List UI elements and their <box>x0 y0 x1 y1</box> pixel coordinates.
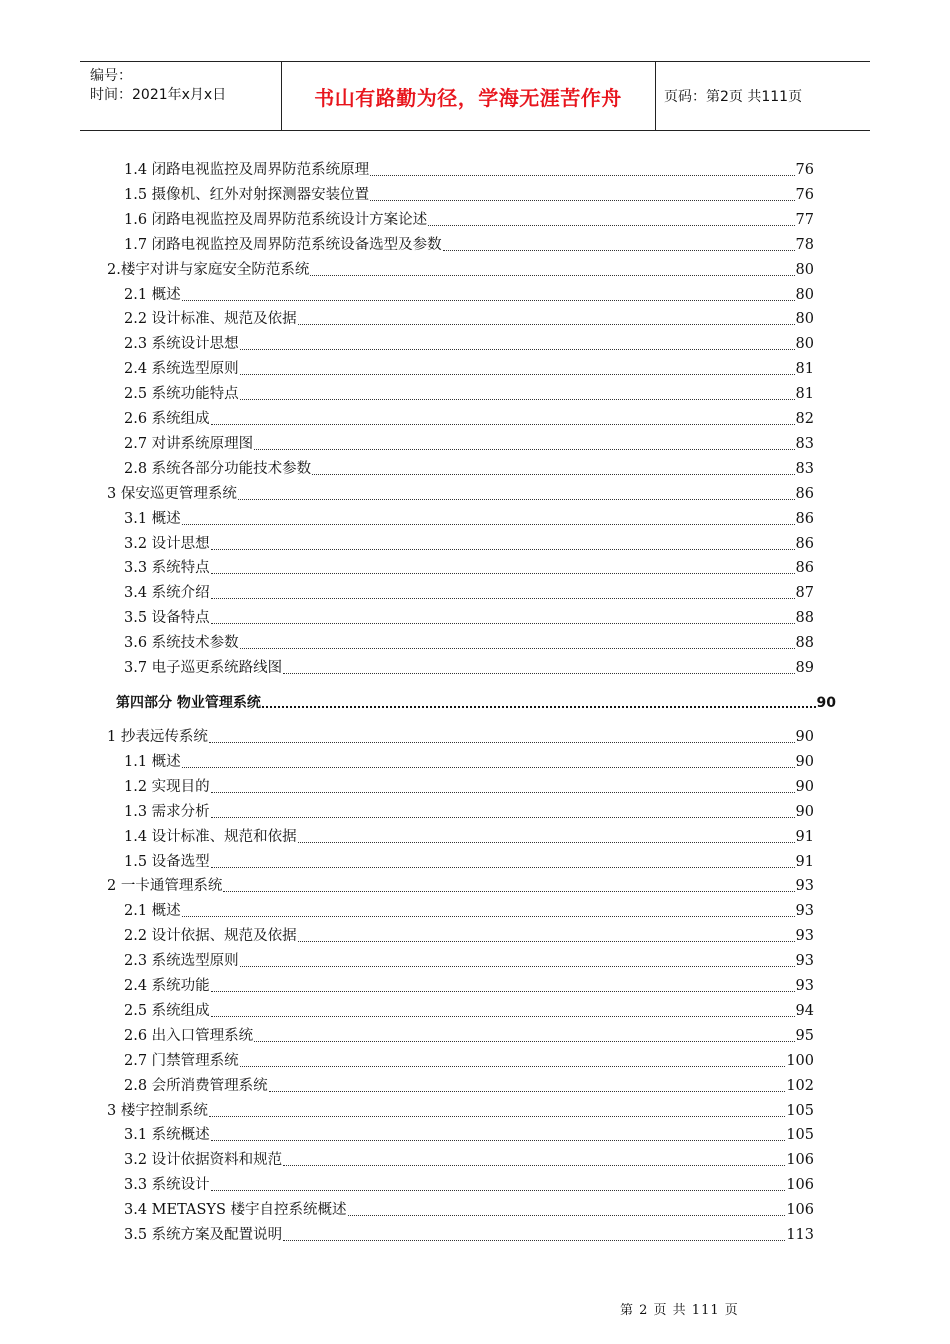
toc-dot-leader <box>298 929 795 942</box>
toc-dot-leader <box>238 487 795 500</box>
toc-dot-leader <box>211 1004 795 1017</box>
toc-entry-page: 80 <box>795 336 814 353</box>
toc-dot-leader <box>209 1104 785 1117</box>
toc-entry-title: 2.楼宇对讲与家庭安全防范系统 <box>107 261 310 278</box>
toc-entry[interactable] <box>124 230 814 254</box>
toc-entry[interactable] <box>107 479 814 503</box>
toc-entry-page: 88 <box>795 635 814 652</box>
toc-entry[interactable] <box>124 404 814 428</box>
toc-entry[interactable] <box>124 971 814 995</box>
toc-entry-page: 77 <box>795 211 814 228</box>
toc-entry-page: 91 <box>795 853 814 870</box>
toc-entry-page: 90 <box>795 778 814 795</box>
toc-dot-leader <box>298 830 795 843</box>
toc-entry[interactable] <box>124 304 814 328</box>
toc-entry-title: 1.3 需求分析 <box>124 803 210 820</box>
toc-entry-page: 105 <box>786 1127 814 1144</box>
toc-entry-page: 106 <box>786 1152 814 1169</box>
toc-dot-leader <box>182 512 795 525</box>
toc-entry-page: 95 <box>795 1027 814 1044</box>
toc-entry[interactable] <box>124 847 814 871</box>
toc-entry-title: 第四部分 物业管理系统 <box>116 695 261 711</box>
toc-entry-page: 90 <box>795 729 814 745</box>
toc-entry[interactable] <box>124 1071 814 1095</box>
toc-entry-title: 3.1 系统概述 <box>124 1127 210 1144</box>
toc-entry-title: 1.6 闭路电视监控及周界防范系统设计方案论述 <box>124 211 428 228</box>
toc-entry[interactable] <box>107 722 814 746</box>
toc-entry[interactable] <box>124 1021 814 1045</box>
toc-dot-leader <box>283 661 794 674</box>
toc-entry-title: 2.1 概述 <box>124 903 181 920</box>
toc-entry[interactable] <box>124 529 814 553</box>
toc-entry-page: 78 <box>795 236 814 253</box>
toc-entry[interactable] <box>124 155 814 179</box>
toc-entry-title: 2.4 系统选型原则 <box>124 361 239 378</box>
toc-entry-page: 102 <box>786 1077 814 1094</box>
toc-entry-title: 2.6 出入口管理系统 <box>124 1027 254 1044</box>
toc-entry-title: 2.3 系统选型原则 <box>124 953 239 970</box>
toc-entry-page: 86 <box>795 560 814 577</box>
toc-entry-title: 2.2 设计标准、规范及依据 <box>124 311 297 328</box>
toc-dot-leader <box>240 362 795 375</box>
toc-entry-title: 1.5 摄像机、红外对射探测器安装位置 <box>124 186 370 203</box>
toc-entry-title: 2.7 门禁管理系统 <box>124 1052 239 1069</box>
header-meta-cell <box>80 62 282 130</box>
toc-entry-page: 83 <box>795 460 814 477</box>
toc-entry-title: 3 楼宇控制系统 <box>107 1102 208 1119</box>
toc-dot-leader <box>182 755 795 768</box>
toc-entry[interactable] <box>124 896 814 920</box>
toc-dot-leader <box>370 188 794 201</box>
toc-entry-page: 90 <box>816 695 836 711</box>
toc-entry-title: 3.4 METASYS 楼宇自控系统概述 <box>124 1202 347 1219</box>
toc-dot-leader <box>254 437 794 450</box>
toc-dot-leader <box>211 1178 786 1191</box>
toc-entry-title: 2.7 对讲系统原理图 <box>124 435 254 452</box>
toc-dot-leader <box>211 855 795 868</box>
toc-entry-page: 86 <box>795 485 814 502</box>
toc-entry-title: 2.3 系统设计思想 <box>124 336 239 353</box>
toc-entry-page: 105 <box>786 1102 814 1119</box>
toc-part-heading[interactable] <box>116 688 836 712</box>
page-footer: 第 2 页 共 111 页 <box>620 1303 739 1318</box>
toc-dot-leader <box>283 1153 785 1166</box>
toc-entry-title: 1.4 闭路电视监控及周界防范系统原理 <box>124 162 370 178</box>
toc-dot-leader <box>211 561 795 574</box>
toc-entry-page: 81 <box>795 361 814 378</box>
page-header <box>80 61 870 131</box>
toc-entry-title: 1.1 概述 <box>124 753 181 770</box>
toc-dot-leader <box>254 1029 794 1042</box>
toc-entry-title: 3.1 概述 <box>124 510 181 527</box>
toc-entry[interactable] <box>124 1046 814 1070</box>
toc-entry-page: 93 <box>795 953 814 970</box>
header-page-cell <box>656 62 870 130</box>
toc-entry-page: 80 <box>795 311 814 328</box>
toc-entry-page: 87 <box>795 585 814 602</box>
toc-entry-title: 3.2 设计思想 <box>124 535 210 552</box>
toc-entry-title: 1 抄表远传系统 <box>107 729 208 745</box>
toc-entry[interactable] <box>124 603 814 627</box>
toc-dot-leader <box>223 879 794 892</box>
toc-entry-page: 93 <box>795 928 814 945</box>
toc-entry[interactable] <box>124 946 814 970</box>
toc-dot-leader <box>298 312 795 325</box>
toc-entry-title: 3 保安巡更管理系统 <box>107 485 237 502</box>
toc-entry[interactable] <box>124 747 814 771</box>
toc-entry-page: 93 <box>795 878 814 895</box>
toc-dot-leader <box>240 954 795 967</box>
toc-entry[interactable] <box>124 553 814 577</box>
toc-dot-leader <box>269 1079 786 1092</box>
toc-entry[interactable] <box>124 504 814 528</box>
toc-entry-page: 106 <box>786 1177 814 1194</box>
toc-entry-page: 82 <box>795 411 814 427</box>
toc-entry-title: 2.5 系统组成 <box>124 1002 210 1019</box>
toc-dot-leader <box>211 1128 786 1141</box>
toc-dot-leader <box>283 1228 785 1241</box>
toc-dot-leader <box>211 780 795 793</box>
toc-entry[interactable] <box>124 329 814 353</box>
toc-entry-title: 1.2 实现目的 <box>124 778 210 795</box>
toc-entry-title: 2.5 系统功能特点 <box>124 386 239 403</box>
toc-entry-title: 2.8 系统各部分功能技术参数 <box>124 460 312 477</box>
toc-entry-title: 3.5 设备特点 <box>124 610 210 627</box>
toc-entry-page: 89 <box>795 660 814 676</box>
toc-entry[interactable] <box>124 822 814 846</box>
toc-dot-leader <box>211 979 795 992</box>
toc-entry-title: 2.2 设计依据、规范及依据 <box>124 928 297 945</box>
toc-entry[interactable] <box>124 653 814 677</box>
toc-dot-leader <box>211 586 795 599</box>
toc-entry-title: 3.5 系统方案及配置说明 <box>124 1227 283 1243</box>
toc-entry[interactable] <box>124 772 814 796</box>
toc-entry-title: 2.6 系统组成 <box>124 411 210 427</box>
toc-entry[interactable] <box>124 205 814 229</box>
toc-dot-leader <box>262 694 816 708</box>
toc-entry-page: 83 <box>795 435 814 452</box>
toc-dot-leader <box>211 805 795 818</box>
toc-entry-page: 94 <box>795 1002 814 1019</box>
toc-entry-page: 80 <box>795 261 814 278</box>
toc-entry-page: 93 <box>795 978 814 994</box>
toc-entry[interactable] <box>124 578 814 602</box>
toc-entry-page: 80 <box>795 286 814 303</box>
toc-entry-page: 113 <box>786 1227 814 1243</box>
toc-dot-leader <box>182 904 795 917</box>
toc-entry[interactable] <box>124 921 814 945</box>
toc-entry-page: 90 <box>795 803 814 820</box>
toc-dot-leader <box>312 462 794 475</box>
toc-entry[interactable] <box>124 1220 814 1244</box>
toc-entry[interactable] <box>107 1096 814 1120</box>
toc-dot-leader <box>182 288 795 301</box>
toc-dot-leader <box>443 238 795 251</box>
toc-entry[interactable] <box>124 1170 814 1194</box>
header-page-info: 页码：第2页 共111页 <box>664 89 803 105</box>
toc-entry-page: 86 <box>795 510 814 527</box>
toc-entry-title: 2.4 系统功能 <box>124 978 210 994</box>
toc-entry[interactable] <box>124 628 814 652</box>
toc-entry-title: 3.6 系统技术参数 <box>124 635 239 652</box>
toc-entry-title: 1.5 设备选型 <box>124 853 210 870</box>
toc-entry[interactable] <box>124 280 814 304</box>
toc-dot-leader <box>428 213 794 226</box>
toc-entry-page: 86 <box>795 535 814 552</box>
toc-entry[interactable] <box>107 871 814 895</box>
document-time-label: 时间：2021年x月x日 <box>90 87 227 103</box>
toc-entry-page: 88 <box>795 610 814 627</box>
toc-dot-leader <box>370 163 794 176</box>
toc-entry[interactable] <box>124 454 814 478</box>
toc-entry[interactable] <box>124 1120 814 1144</box>
toc-dot-leader <box>348 1203 786 1216</box>
toc-entry-page: 76 <box>795 162 814 178</box>
toc-dot-leader <box>240 1054 786 1067</box>
toc-entry-page: 100 <box>786 1052 814 1069</box>
toc-dot-leader <box>240 387 795 400</box>
header-motto: 书山有路勤为径，学海无涯苦作舟 <box>314 85 622 110</box>
header-motto-cell <box>281 62 656 130</box>
toc-entry-title: 3.3 系统设计 <box>124 1177 210 1194</box>
toc-entry[interactable] <box>124 354 814 378</box>
toc-entry-page: 76 <box>795 186 814 203</box>
toc-dot-leader <box>211 412 795 425</box>
toc-entry-page: 81 <box>795 386 814 403</box>
toc-entry[interactable] <box>124 1195 814 1219</box>
document-number-label: 编号： <box>90 68 132 84</box>
toc-entry-title: 2 一卡通管理系统 <box>107 878 223 895</box>
toc-entry-title: 3.3 系统特点 <box>124 560 210 577</box>
toc-entry-title: 1.4 设计标准、规范和依据 <box>124 828 297 845</box>
toc-dot-leader <box>211 537 795 550</box>
toc-entry[interactable] <box>124 429 814 453</box>
toc-dot-leader <box>310 263 794 276</box>
toc-dot-leader <box>240 636 795 649</box>
toc-entry[interactable] <box>107 255 814 279</box>
toc-entry-title: 3.4 系统介绍 <box>124 585 210 602</box>
toc-entry[interactable] <box>124 1145 814 1169</box>
toc-entry-page: 106 <box>786 1202 814 1219</box>
toc-entry[interactable] <box>124 797 814 821</box>
toc-entry-title: 2.8 会所消费管理系统 <box>124 1077 268 1094</box>
toc-dot-leader <box>211 611 795 624</box>
toc-entry-page: 91 <box>795 828 814 845</box>
toc-entry-title: 2.1 概述 <box>124 286 181 303</box>
toc-entry-page: 93 <box>795 903 814 920</box>
toc-dot-leader <box>209 730 795 743</box>
toc-entry-title: 1.7 闭路电视监控及周界防范系统设备选型及参数 <box>124 236 442 253</box>
toc-entry[interactable] <box>124 180 814 204</box>
toc-entry-title: 3.2 设计依据资料和规范 <box>124 1152 283 1169</box>
toc-entry-page: 90 <box>795 753 814 770</box>
toc-dot-leader <box>240 337 795 350</box>
toc-entry[interactable] <box>124 379 814 403</box>
toc-entry-title: 3.7 电子巡更系统路线图 <box>124 660 283 676</box>
toc-entry[interactable] <box>124 996 814 1020</box>
